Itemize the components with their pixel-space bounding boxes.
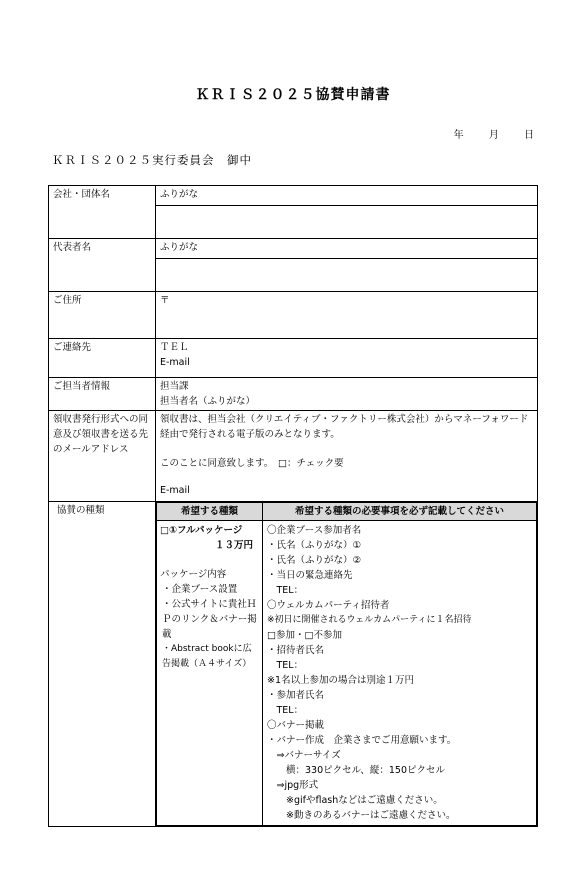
date-line — [432, 126, 534, 141]
detail-line: ※動きのあるバナーはご遠慮ください。 — [267, 810, 456, 821]
address-label: ご住所 — [49, 292, 156, 339]
contact-label: ご連絡先 — [49, 339, 156, 378]
detail-line: 〇企業ブース参加者名 — [267, 525, 362, 536]
postal-mark: 〒 — [160, 295, 170, 306]
detail-line: ・招待者氏名 — [267, 645, 325, 656]
details-cell[interactable] — [263, 521, 537, 826]
representative-name-field[interactable] — [156, 259, 538, 292]
detail-line: ・氏名（ふりがな）② — [267, 555, 362, 566]
detail-line: 〇バナー掲載 — [267, 720, 325, 731]
contact-field[interactable] — [156, 339, 538, 378]
detail-line: 〇ウェルカムパーティ招待者 — [267, 600, 390, 611]
detail-line: ⇒jpg形式 — [267, 780, 319, 791]
detail-line: ・参加者氏名 — [267, 690, 325, 701]
representative-furigana-field[interactable]: ふりがな — [156, 239, 538, 259]
detail-line: TEL： — [267, 660, 304, 671]
address-field[interactable] — [156, 292, 538, 339]
full-package-checkbox[interactable]: □①フルパッケージ — [160, 525, 243, 536]
package-item-booth: ・企業ブース設置 — [162, 584, 238, 595]
detail-line: 横：330ピクセル、縦：150ピクセル — [267, 765, 446, 776]
detail-line: ・バナー作成 企業さまでご用意願います。 — [267, 735, 457, 746]
package-item-abstract-ad: ・Abstract bookに広告掲載（Ａ４サイズ） — [162, 644, 252, 669]
receipt-notice: 領収書は、担当会社（クリエイティブ・ファクトリー株式会社）からマネーフォワード経由で発行される電子版のみとなります。 — [160, 414, 529, 440]
company-label: 会社・団体名 — [49, 186, 156, 239]
sponsor-details-header: 希望する種類の必要事項を必ず記載してください — [263, 503, 537, 521]
company-furigana-field[interactable]: ふりがな — [156, 186, 538, 206]
sponsor-label: 協賛の種類 — [49, 502, 156, 827]
person-field[interactable] — [156, 378, 538, 411]
sponsor-field — [156, 502, 538, 827]
package-item-link-banner: ・公式サイトに貴社ＨＰのリンク＆バナー掲載 — [162, 599, 257, 640]
package-cell — [157, 521, 263, 826]
addressee: ＫＲＩＳ２０２５実行委員会 御中 — [52, 153, 252, 167]
detail-line: TEL： — [267, 705, 304, 716]
detail-line: ・氏名（ふりがな）① — [267, 540, 362, 551]
detail-line: ※初日に開催されるウェルカムパーティに１名招待 — [267, 615, 472, 625]
person-label: ご担当者情報 — [49, 378, 156, 411]
representative-label: 代表者名 — [49, 239, 156, 292]
contact-tel: ＴＥＬ — [160, 342, 189, 353]
detail-line: ⇒バナーサイズ — [267, 750, 341, 761]
detail-line: TEL： — [267, 585, 304, 596]
company-name-field[interactable] — [156, 206, 538, 239]
date-year: 年 — [453, 130, 464, 141]
receipt-agree-checkbox[interactable]: このことに同意致します。 □：チェック要 — [160, 458, 344, 469]
receipt-field[interactable] — [156, 411, 538, 502]
person-dept: 担当課 — [160, 381, 189, 392]
package-price: １３万円 — [214, 540, 253, 551]
document-title: ＫＲＩＳ２０２５協賛申請書 — [195, 87, 391, 103]
detail-line: ※1名以上参加の場合は別途１万円 — [267, 675, 415, 686]
date-day: 日 — [524, 130, 534, 141]
contact-email: E-mail — [160, 357, 190, 368]
party-attendance-checkbox[interactable]: □参加・□不参加 — [267, 630, 342, 641]
receipt-label: 領収書発行形式への同意及び領収書を送る先のメールアドレス — [49, 411, 156, 502]
receipt-email: E-mail — [160, 485, 190, 496]
detail-line: ・当日の緊急連絡先 — [267, 570, 353, 581]
sponsor-inner-table — [156, 502, 537, 826]
person-name: 担当者名（ふりがな） — [160, 396, 256, 407]
sponsor-type-header: 希望する種類 — [157, 503, 263, 521]
package-contents-heading: パッケージ内容 — [160, 569, 227, 580]
detail-line: ※gifやflashなどはご遠慮ください。 — [267, 795, 443, 806]
application-form-table — [48, 185, 538, 827]
date-month: 月 — [488, 130, 499, 141]
